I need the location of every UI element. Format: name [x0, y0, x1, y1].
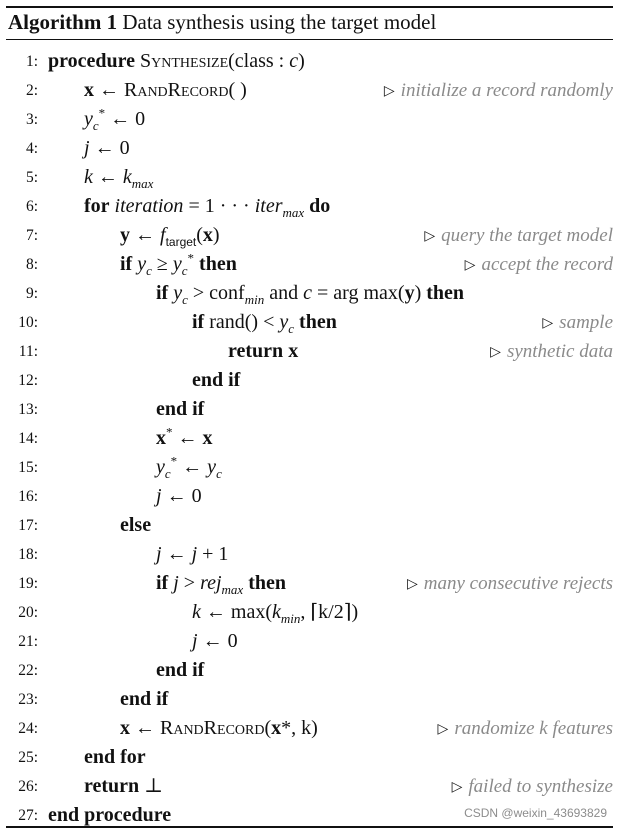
- algo-line-2: [6, 76, 613, 105]
- line-code: end procedure: [48, 804, 172, 826]
- algo-line-14: [6, 424, 613, 453]
- line-comment: ▷ many consecutive rejects: [407, 573, 613, 594]
- line-code: return ⊥: [84, 775, 163, 797]
- line-code: j ← 0: [156, 485, 202, 507]
- algo-line-10: [6, 308, 613, 337]
- line-number: 25:: [18, 749, 38, 766]
- line-number: 19:: [18, 575, 38, 592]
- line-number: 12:: [18, 372, 38, 389]
- line-number: 16:: [18, 488, 38, 505]
- algo-line-25: [6, 743, 613, 772]
- line-number: 13:: [18, 401, 38, 418]
- line-number: 14:: [18, 430, 38, 447]
- line-comment: ▷ sample: [542, 312, 613, 333]
- algo-line-9: [6, 279, 613, 308]
- line-comment: ▷ initialize a record randomly: [383, 80, 613, 101]
- algo-line-12: [6, 366, 613, 395]
- line-code: x ← RandRecord( ): [84, 79, 247, 101]
- algorithm-label: Algorithm 1: [8, 10, 118, 34]
- algo-line-23: [6, 685, 613, 714]
- algo-line-11: [6, 337, 613, 366]
- line-code: $y_c^*$ ← $y_c$: [156, 453, 222, 481]
- line-code: if $y_c \ge y_c^*$ then: [120, 250, 237, 278]
- line-code: else: [120, 514, 152, 536]
- algo-line-13: [6, 395, 613, 424]
- algo-line-19: [6, 569, 613, 598]
- line-comment: ▷ query the target model: [424, 225, 613, 246]
- algo-line-18: [6, 540, 613, 569]
- line-number: 24:: [18, 720, 38, 737]
- line-code: return x: [228, 340, 299, 362]
- line-comment: ▷ randomize k features: [437, 718, 613, 739]
- algo-line-3: [6, 105, 613, 134]
- algo-line-15: [6, 453, 613, 482]
- line-number: 26:: [18, 778, 38, 795]
- algo-line-22: [6, 656, 613, 685]
- line-number: 2:: [25, 82, 38, 99]
- line-number: 20:: [18, 604, 38, 621]
- line-number: 11:: [18, 343, 38, 360]
- line-code: x* ← x: [156, 424, 213, 449]
- line-number: 10:: [18, 314, 38, 331]
- line-code: if j > rej$_{max}$ then: [156, 572, 287, 597]
- line-code: for iteration = 1 · · · iter$_{max}$ do: [84, 195, 331, 220]
- line-code: end if: [156, 398, 205, 420]
- line-comment: ▷ accept the record: [464, 254, 613, 275]
- line-number: 21:: [18, 633, 38, 650]
- line-code: if rand() < $y_c$ then: [192, 311, 337, 336]
- line-number: 17:: [18, 517, 38, 534]
- line-comment: ▷ failed to synthesize: [451, 776, 613, 797]
- line-code: end if: [156, 659, 205, 681]
- line-number: 9:: [25, 285, 38, 302]
- header-rule: [6, 39, 613, 40]
- line-number: 1:: [25, 53, 38, 70]
- line-code: j ← 0: [192, 630, 238, 652]
- line-code: x ← RandRecord(x*, k): [120, 717, 318, 739]
- line-code: end for: [84, 746, 146, 768]
- line-number: 18:: [18, 546, 38, 563]
- line-code: if $y_c$ > conf$_{min}$ and c = arg max(y) then: [156, 282, 465, 307]
- line-code: k ← $k_{max}$: [84, 166, 154, 191]
- line-code: end if: [192, 369, 241, 391]
- algo-line-8: [6, 250, 613, 279]
- algo-line-4: [6, 134, 613, 163]
- algo-line-17: [6, 511, 613, 540]
- algo-line-1: [6, 47, 613, 76]
- line-code: k ← $\max(k_{min}$, ⌈k/2⌉): [192, 601, 359, 626]
- line-number: 22:: [18, 662, 38, 679]
- line-number: 3:: [25, 111, 38, 128]
- algorithm-title: [8, 9, 436, 36]
- algo-line-21: [6, 627, 613, 656]
- line-number: 5:: [25, 169, 38, 186]
- line-code: $y_c^*$ ← 0: [84, 105, 146, 133]
- line-number: 15:: [18, 459, 38, 476]
- line-number: 4:: [25, 140, 38, 157]
- algorithm-caption: Data synthesis using the target model: [122, 10, 437, 34]
- line-code: procedure Synthesize(class : c): [48, 50, 305, 72]
- algo-line-7: [6, 221, 613, 250]
- line-code: end if: [120, 688, 169, 710]
- line-number: 8:: [25, 256, 38, 273]
- watermark: CSDN @weixin_43693829: [464, 806, 607, 820]
- algo-line-16: [6, 482, 613, 511]
- line-number: 7:: [25, 227, 38, 244]
- algo-line-20: [6, 598, 613, 627]
- line-code: j ← j + 1: [156, 543, 229, 565]
- top-rule: [6, 6, 613, 8]
- line-number: 6:: [25, 198, 38, 215]
- algo-line-5: [6, 163, 613, 192]
- line-number: 27:: [18, 807, 38, 824]
- bottom-rule: [6, 826, 613, 828]
- algo-line-6: [6, 192, 613, 221]
- algo-line-24: [6, 714, 613, 743]
- line-code: y ← $f_{target}(x)$: [120, 224, 220, 249]
- line-number: 23:: [18, 691, 38, 708]
- algo-line-26: [6, 772, 613, 801]
- line-code: j ← 0: [84, 137, 130, 159]
- line-comment: ▷ synthetic data: [490, 341, 613, 362]
